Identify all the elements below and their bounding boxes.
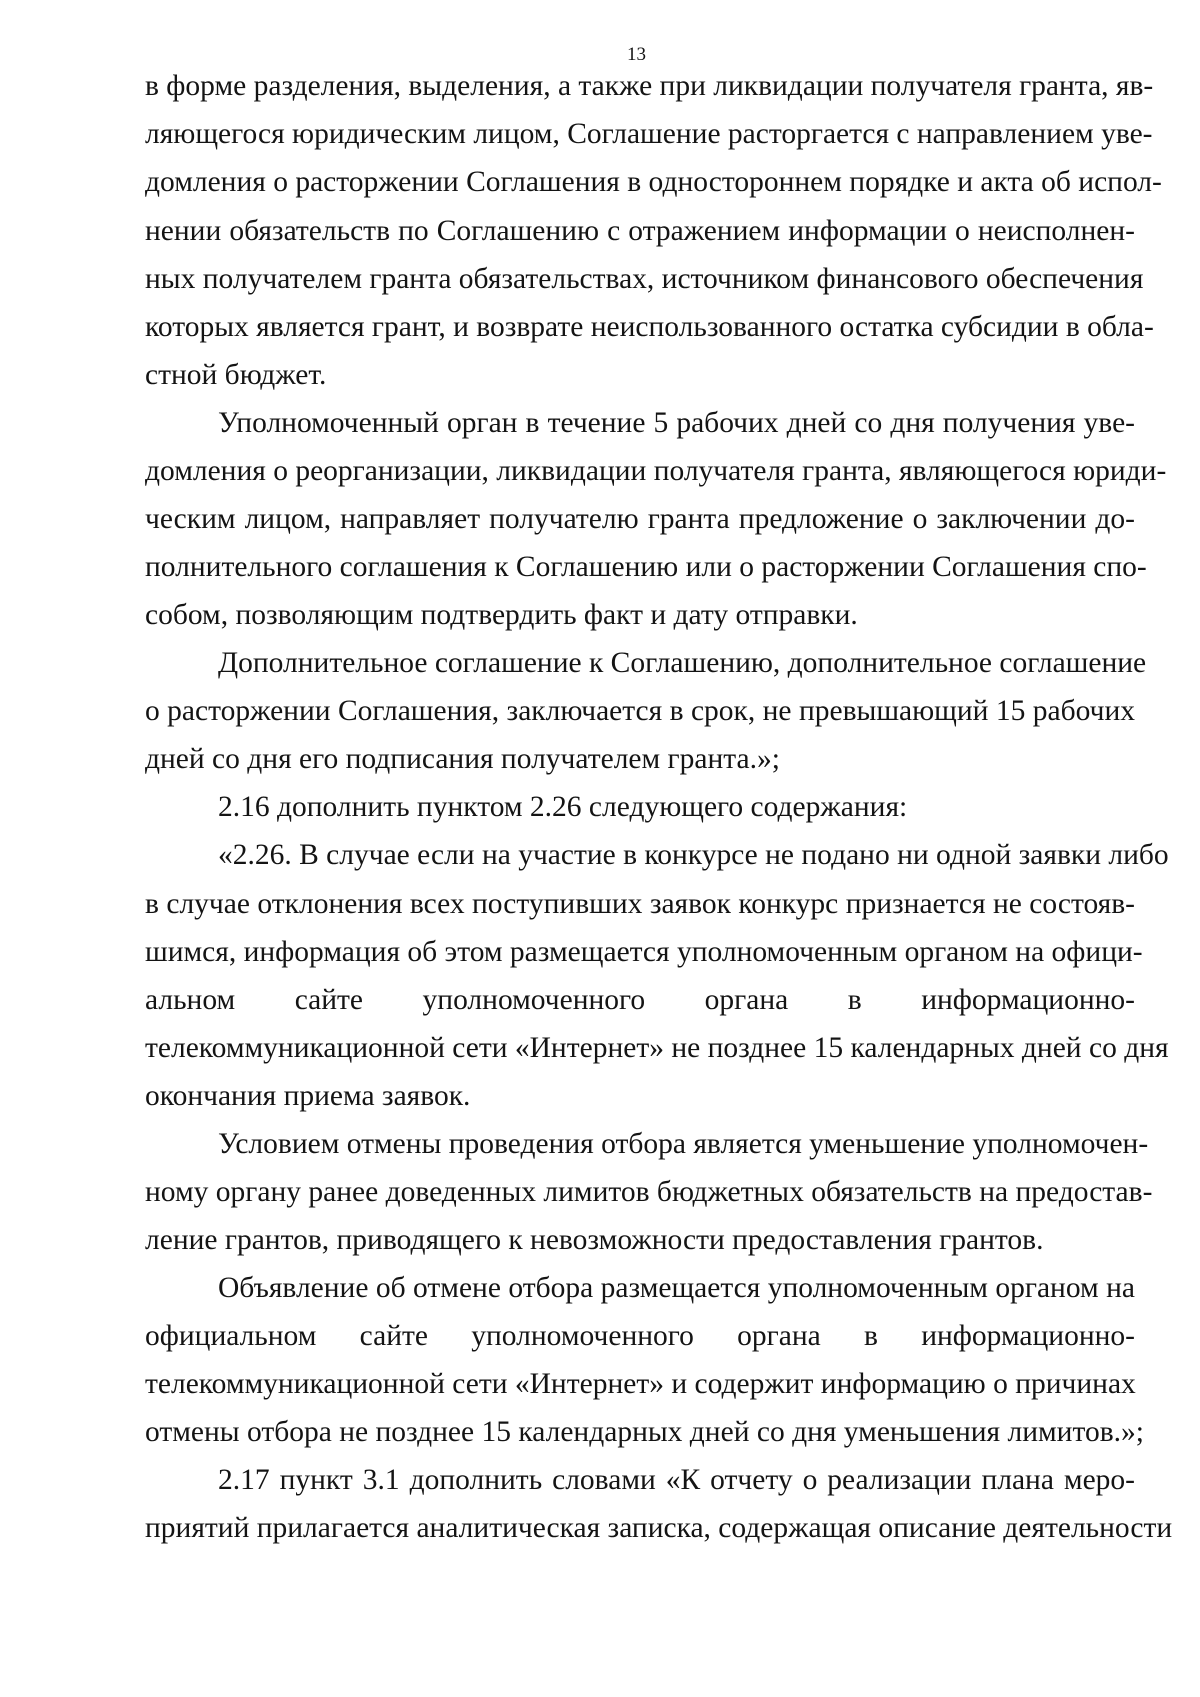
text-line: приятий прилагается аналитическая записка, содержащая описание деятельности: [145, 1512, 1173, 1544]
text-line: собом, позволяющим подтвердить факт и дату отправки.: [145, 599, 858, 631]
page-number: 13: [627, 44, 646, 65]
text-line: официальном сайте уполномоченного органа в информационно-: [145, 1320, 1135, 1352]
text-line: в форме разделения, выделения, а также при ликвидации получателя гранта, яв-: [145, 70, 1154, 102]
text-line: ных получателем гранта обязательствах, источником финансового обеспечения: [145, 263, 1144, 295]
text-line: телекоммуникационной сети «Интернет» и содержит информацию о причинах: [145, 1368, 1136, 1400]
text-line: ному органу ранее доведенных лимитов бюджетных обязательств на предостав-: [145, 1176, 1153, 1208]
text-line: альном сайте уполномоченного органа в информационно-: [145, 984, 1135, 1016]
text-line: домления о расторжении Соглашения в одностороннем порядке и акта об испол-: [145, 166, 1162, 198]
text-line: ческим лицом, направляет получателю гранта предложение о заключении до-: [145, 503, 1135, 535]
text-line: о расторжении Соглашения, заключается в срок, не превышающий 15 рабочих: [145, 695, 1135, 727]
text-line: 2.16 дополнить пунктом 2.26 следующего содержания:: [218, 791, 908, 823]
text-line: ляющегося юридическим лицом, Соглашение расторгается с направлением уве-: [145, 118, 1153, 150]
text-line: отмены отбора не позднее 15 календарных дней со дня уменьшения лимитов.»;: [145, 1416, 1144, 1448]
text-line: шимся, информация об этом размещается уполномоченным органом на офици-: [145, 936, 1143, 968]
text-line: полнительного соглашения к Соглашению или о расторжении Соглашения спо-: [145, 551, 1147, 583]
text-line: нении обязательств по Соглашению с отражением информации о неисполнен-: [145, 215, 1135, 247]
text-line: окончания приема заявок.: [145, 1080, 471, 1112]
text-line: в случае отклонения всех поступивших заявок конкурс признается не состояв-: [145, 888, 1135, 920]
text-line: Объявление об отмене отбора размещается уполномоченным органом на: [218, 1272, 1135, 1304]
text-line: Дополнительное соглашение к Соглашению, дополнительное соглашение: [218, 647, 1147, 679]
text-line: 2.17 пункт 3.1 дополнить словами «К отчету о реализации плана меро-: [218, 1464, 1135, 1496]
text-line: телекоммуникационной сети «Интернет» не позднее 15 календарных дней со дня: [145, 1032, 1169, 1064]
text-line: домления о реорганизации, ликвидации получателя гранта, являющегося юриди-: [145, 455, 1167, 487]
text-line: Уполномоченный орган в течение 5 рабочих дней со дня получения уве-: [218, 407, 1135, 439]
text-line: стной бюджет.: [145, 359, 327, 391]
text-line: Условием отмены проведения отбора является уменьшение уполномочен-: [218, 1128, 1149, 1160]
text-line: дней со дня его подписания получателем гранта.»;: [145, 743, 780, 775]
text-line: ление грантов, приводящего к невозможности предоставления грантов.: [145, 1224, 1044, 1256]
text-line: «2.26. В случае если на участие в конкурсе не подано ни одной заявки либо: [218, 839, 1169, 871]
text-line: которых является грант, и возврате неиспользованного остатка субсидии в обла-: [145, 311, 1154, 343]
